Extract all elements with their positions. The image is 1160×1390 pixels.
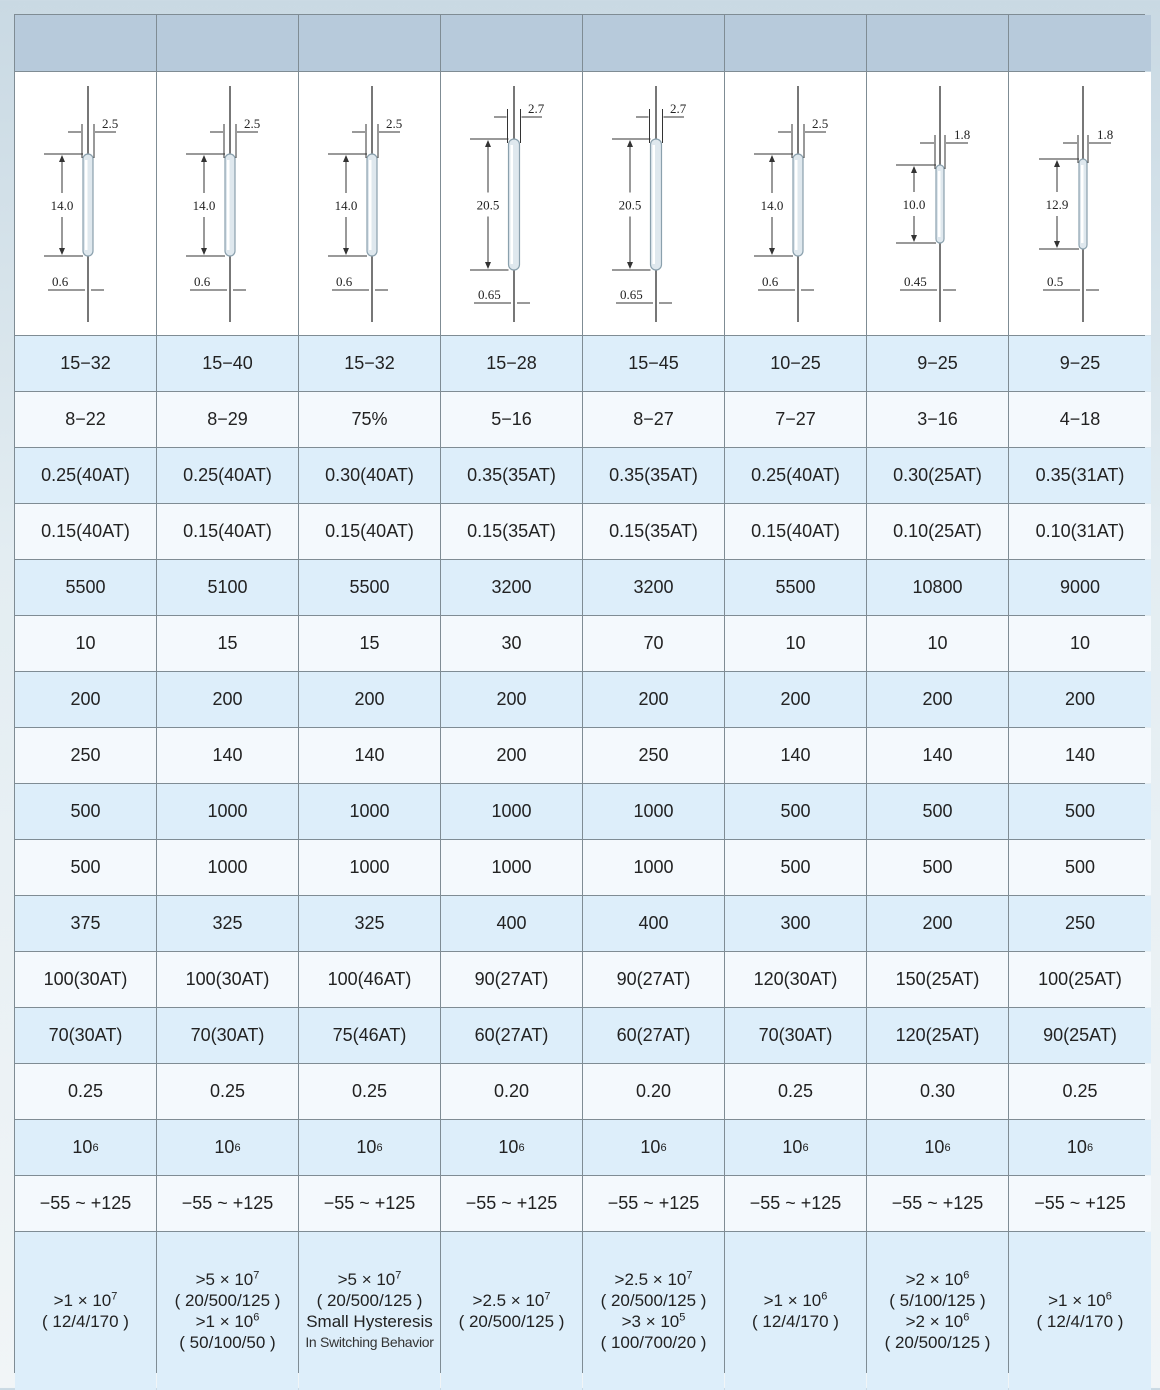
- arrowhead: [911, 166, 917, 173]
- spec-cell: 325: [157, 896, 298, 951]
- switching-line: [615, 1269, 693, 1290]
- spec-cell: 3−16: [867, 392, 1008, 447]
- reed-switch-diagram: [867, 72, 1008, 335]
- spec-cell: 150(25AT): [867, 952, 1008, 1007]
- temp-cell: −55 ~ +125: [583, 1176, 724, 1231]
- spec-cell: 100(30AT): [15, 952, 156, 1007]
- life-cell: 10 6: [583, 1120, 724, 1175]
- spec-cell: 0.15(40AT): [725, 504, 866, 559]
- spec-cell: 140: [725, 728, 866, 783]
- spec-cell: 90(27AT): [583, 952, 724, 1007]
- switching-cell: [441, 1232, 582, 1390]
- arrowhead: [485, 262, 491, 269]
- life-base: 10: [498, 1137, 519, 1157]
- switching-line: ( 100/700/20 ): [600, 1333, 707, 1352]
- spec-cell: 4−18: [1009, 392, 1151, 447]
- reed-switch-diagram: [441, 72, 582, 335]
- spec-cell: 0.35(35AT): [583, 448, 724, 503]
- spec-cell: 9−25: [1009, 336, 1151, 391]
- switching-exponent: 7: [111, 1290, 118, 1303]
- switching-line: [764, 1290, 828, 1311]
- switching-exponent: 7: [544, 1290, 551, 1303]
- spec-cell: 0.15(40AT): [15, 504, 156, 559]
- reed-switch-drawing: [157, 72, 298, 335]
- switching-cell: [157, 1232, 298, 1390]
- spec-cell: 90(25AT): [1009, 1008, 1151, 1063]
- spec-cell: 70(30AT): [15, 1008, 156, 1063]
- dim-top-label: 2.5: [812, 116, 829, 131]
- spec-cell: 10: [725, 616, 866, 671]
- switching-line: [196, 1311, 260, 1332]
- spec-cell: 1000: [583, 840, 724, 895]
- spec-cell: 300: [725, 896, 866, 951]
- spec-cell: 70(30AT): [725, 1008, 866, 1063]
- life-base: 10: [782, 1137, 803, 1157]
- spec-cell: 8−29: [157, 392, 298, 447]
- arrowhead: [627, 140, 633, 147]
- dim-length-label: 20.5: [476, 197, 500, 213]
- dim-length-label: 12.9: [1045, 197, 1069, 212]
- arrowhead: [769, 155, 775, 162]
- spec-cell: 15−45: [583, 336, 724, 391]
- switching-line: [906, 1311, 970, 1332]
- reed-switch-drawing: [1009, 72, 1151, 335]
- switching-exponent: 6: [963, 1311, 970, 1324]
- switching-cell: [867, 1232, 1008, 1390]
- spec-cell: 5500: [725, 560, 866, 615]
- spec-cell: 325: [299, 896, 440, 951]
- arrowhead: [1054, 160, 1060, 167]
- dim-top-label: 2.5: [244, 116, 261, 131]
- life-base: 10: [72, 1137, 93, 1157]
- dim-length-label: 10.0: [902, 197, 926, 212]
- switching-base: >1 × 10: [195, 1312, 254, 1331]
- header-cell: [15, 15, 156, 71]
- glass-highlight: [938, 171, 941, 237]
- life-base: 10: [356, 1137, 377, 1157]
- glass-highlight: [1081, 165, 1084, 243]
- temp-cell: −55 ~ +125: [15, 1176, 156, 1231]
- switching-base: >1 × 10: [53, 1291, 112, 1310]
- switching-base: >2 × 10: [905, 1312, 964, 1331]
- temp-cell: −55 ~ +125: [867, 1176, 1008, 1231]
- spec-cell: 0.25: [15, 1064, 156, 1119]
- switching-line: [473, 1290, 551, 1311]
- spec-cell: 0.30(25AT): [867, 448, 1008, 503]
- spec-cell: 0.30(40AT): [299, 448, 440, 503]
- spec-cell: 0.35(31AT): [1009, 448, 1151, 503]
- switching-cell: [1009, 1232, 1151, 1390]
- spec-cell: 0.25: [1009, 1064, 1151, 1119]
- spec-cell: 5100: [157, 560, 298, 615]
- spec-cell: 5500: [15, 560, 156, 615]
- spec-cell: 10: [867, 616, 1008, 671]
- arrowhead: [59, 248, 65, 255]
- arrowhead: [1054, 241, 1060, 248]
- life-base: 10: [640, 1137, 661, 1157]
- arrowhead: [911, 235, 917, 242]
- arrowhead: [59, 155, 65, 162]
- spec-cell: 1000: [157, 784, 298, 839]
- spec-cell: 140: [1009, 728, 1151, 783]
- arrowhead: [201, 248, 207, 255]
- switching-exponent: 5: [679, 1311, 686, 1324]
- spec-cell: 8−22: [15, 392, 156, 447]
- reed-switch-drawing: [725, 72, 866, 335]
- spec-cell: 1000: [441, 784, 582, 839]
- spec-cell: 5−16: [441, 392, 582, 447]
- spec-cell: 200: [867, 672, 1008, 727]
- spec-cell: 15: [299, 616, 440, 671]
- spec-cell: 30: [441, 616, 582, 671]
- switching-exponent: 7: [395, 1269, 402, 1282]
- spec-cell: 10: [1009, 616, 1151, 671]
- spec-cell: 375: [15, 896, 156, 951]
- spec-cell: 200: [441, 672, 582, 727]
- spec-cell: 200: [1009, 672, 1151, 727]
- switching-exponent: 6: [963, 1269, 970, 1282]
- header-cell: [725, 15, 866, 71]
- switching-base: >1 × 10: [763, 1291, 822, 1310]
- dim-length-label: 14.0: [760, 198, 784, 213]
- switching-line: In Switching Behavior: [305, 1334, 434, 1350]
- spec-cell: 70(30AT): [157, 1008, 298, 1063]
- spec-cell: 140: [867, 728, 1008, 783]
- spec-cell: 400: [583, 896, 724, 951]
- reed-switch-diagram: [725, 72, 866, 335]
- switching-base: >2 × 10: [905, 1270, 964, 1289]
- life-base: 10: [214, 1137, 235, 1157]
- dim-top-label: 1.8: [1097, 127, 1114, 142]
- dim-top-label: 1.8: [954, 127, 971, 142]
- glass-tube: [83, 154, 93, 256]
- spec-cell: 0.25(40AT): [15, 448, 156, 503]
- life-cell: 10 6: [299, 1120, 440, 1175]
- glass-tube: [367, 154, 377, 256]
- arrowhead: [343, 248, 349, 255]
- spec-cell: 15: [157, 616, 298, 671]
- switching-line: ( 5/100/125 ): [889, 1291, 986, 1310]
- spec-cell: 200: [441, 728, 582, 783]
- life-cell: 10 6: [725, 1120, 866, 1175]
- reed-switch-diagram: [299, 72, 440, 335]
- spec-cell: 250: [15, 728, 156, 783]
- switching-base: >2.5 × 10: [472, 1291, 545, 1310]
- spec-cell: 120(25AT): [867, 1008, 1008, 1063]
- spec-cell: 250: [583, 728, 724, 783]
- switching-cell: [583, 1232, 724, 1390]
- switching-base: >5 × 10: [195, 1270, 254, 1289]
- reed-switch-drawing: [441, 72, 582, 335]
- spec-cell: 75(46AT): [299, 1008, 440, 1063]
- switching-line: ( 12/4/170 ): [42, 1312, 129, 1331]
- switching-line: ( 50/100/50 ): [179, 1333, 276, 1352]
- spec-cell: 10800: [867, 560, 1008, 615]
- dim-lead-label: 0.65: [478, 287, 501, 302]
- reed-switch-diagram: [157, 72, 298, 335]
- spec-cell: 500: [15, 784, 156, 839]
- spec-cell: 9−25: [867, 336, 1008, 391]
- spec-cell: 0.15(40AT): [157, 504, 298, 559]
- header-cell: [157, 15, 298, 71]
- spec-cell: 0.25: [299, 1064, 440, 1119]
- glass-highlight: [227, 160, 230, 250]
- switching-exponent: 7: [686, 1269, 693, 1282]
- switching-line: [196, 1269, 260, 1290]
- spec-cell: 15−32: [299, 336, 440, 391]
- life-cell: 10 6: [15, 1120, 156, 1175]
- switching-line: ( 20/500/125 ): [458, 1312, 565, 1331]
- switching-line: ( 20/500/125 ): [174, 1291, 281, 1310]
- spec-cell: 1000: [157, 840, 298, 895]
- dim-lead-label: 0.6: [52, 274, 69, 289]
- dim-lead-label: 0.6: [336, 274, 353, 289]
- spec-cell: 100(25AT): [1009, 952, 1151, 1007]
- switching-line: [54, 1290, 118, 1311]
- switching-line: ( 12/4/170 ): [1036, 1312, 1124, 1331]
- spec-cell: 15−32: [15, 336, 156, 391]
- spec-cell: 1000: [299, 784, 440, 839]
- life-cell: 10 6: [1009, 1120, 1151, 1175]
- spec-cell: 8−27: [583, 392, 724, 447]
- spec-cell: 7−27: [725, 392, 866, 447]
- switching-cell: [299, 1232, 440, 1390]
- switching-line: [338, 1269, 402, 1290]
- spec-cell: 15−40: [157, 336, 298, 391]
- dim-length-label: 14.0: [334, 198, 358, 213]
- reed-switch-drawing: [583, 72, 724, 335]
- spec-cell: 500: [1009, 840, 1151, 895]
- dim-lead-label: 0.5: [1047, 274, 1064, 289]
- arrowhead: [485, 140, 491, 147]
- spec-cell: 70: [583, 616, 724, 671]
- spec-cell: 10−25: [725, 336, 866, 391]
- spec-cell: 120(30AT): [725, 952, 866, 1007]
- life-cell: 10 6: [441, 1120, 582, 1175]
- spec-cell: 15−28: [441, 336, 582, 391]
- switching-line: ( 20/500/125 ): [316, 1291, 423, 1310]
- dim-top-label: 2.7: [528, 101, 545, 116]
- spec-cell: 200: [725, 672, 866, 727]
- reed-switch-drawing: [299, 72, 440, 335]
- arrowhead: [769, 248, 775, 255]
- dim-lead-label: 0.65: [620, 287, 643, 302]
- spec-cell: 0.30: [867, 1064, 1008, 1119]
- switching-cell: [725, 1232, 866, 1390]
- switching-exponent: 6: [821, 1290, 828, 1303]
- glass-tube: [225, 154, 235, 256]
- switching-exponent: 6: [1105, 1290, 1112, 1303]
- spec-cell: 0.25(40AT): [725, 448, 866, 503]
- switching-exponent: 6: [253, 1311, 260, 1324]
- dim-lead-label: 0.6: [762, 274, 779, 289]
- switching-line: Small Hysteresis: [306, 1312, 433, 1331]
- reed-switch-diagram: [1009, 72, 1151, 335]
- spec-cell: 75%: [299, 392, 440, 447]
- spec-cell: 10: [15, 616, 156, 671]
- header-cell: [583, 15, 724, 71]
- spec-cell: 0.20: [583, 1064, 724, 1119]
- spec-cell: 0.25: [725, 1064, 866, 1119]
- temp-cell: −55 ~ +125: [157, 1176, 298, 1231]
- temp-cell: −55 ~ +125: [725, 1176, 866, 1231]
- glass-highlight: [795, 160, 798, 250]
- dim-top-label: 2.5: [386, 116, 403, 131]
- arrowhead: [201, 155, 207, 162]
- reed-switch-spec-table: [14, 14, 1145, 1373]
- spec-cell: 3200: [583, 560, 724, 615]
- spec-cell: 60(27AT): [441, 1008, 582, 1063]
- spec-cell: 5500: [299, 560, 440, 615]
- header-cell: [867, 15, 1008, 71]
- spec-cell: 140: [299, 728, 440, 783]
- spec-cell: 1000: [299, 840, 440, 895]
- life-base: 10: [924, 1137, 945, 1157]
- spec-cell: 200: [583, 672, 724, 727]
- spec-cell: 0.20: [441, 1064, 582, 1119]
- spec-cell: 200: [867, 896, 1008, 951]
- spec-cell: 500: [867, 784, 1008, 839]
- glass-tube: [651, 139, 662, 270]
- spec-cell: 500: [867, 840, 1008, 895]
- glass-highlight: [369, 160, 372, 250]
- spec-cell: 200: [15, 672, 156, 727]
- spec-cell: 100(30AT): [157, 952, 298, 1007]
- spec-cell: 0.15(40AT): [299, 504, 440, 559]
- spec-cell: 500: [725, 840, 866, 895]
- glass-highlight: [85, 160, 88, 250]
- spec-cell: 0.25(40AT): [157, 448, 298, 503]
- glass-tube: [793, 154, 803, 256]
- life-cell: 10 6: [867, 1120, 1008, 1175]
- reed-switch-diagram: [583, 72, 724, 335]
- life-base: 10: [1066, 1137, 1087, 1157]
- spec-cell: 0.25: [157, 1064, 298, 1119]
- header-cell: [1009, 15, 1151, 71]
- dim-lead-label: 0.6: [194, 274, 211, 289]
- spec-cell: 500: [725, 784, 866, 839]
- switching-base: >5 × 10: [337, 1270, 396, 1289]
- temp-cell: −55 ~ +125: [299, 1176, 440, 1231]
- switching-line: [622, 1311, 686, 1332]
- switching-base: >3 × 10: [621, 1312, 680, 1331]
- spec-cell: 200: [157, 672, 298, 727]
- dim-length-label: 20.5: [618, 197, 642, 213]
- dim-lead-label: 0.45: [904, 274, 927, 289]
- spec-cell: 1000: [441, 840, 582, 895]
- arrowhead: [343, 155, 349, 162]
- glass-highlight: [511, 145, 514, 264]
- glass-tube: [509, 139, 520, 270]
- dim-top-label: 2.7: [670, 101, 687, 116]
- switching-exponent: 7: [253, 1269, 260, 1282]
- spec-cell: 0.15(35AT): [441, 504, 582, 559]
- reed-switch-diagram: [15, 72, 156, 335]
- spec-cell: 0.10(31AT): [1009, 504, 1151, 559]
- reed-switch-drawing: [867, 72, 1008, 335]
- temp-cell: −55 ~ +125: [441, 1176, 582, 1231]
- spec-cell: 500: [15, 840, 156, 895]
- dim-top-label: 2.5: [102, 116, 119, 131]
- spec-cell: 9000: [1009, 560, 1151, 615]
- spec-cell: 0.10(25AT): [867, 504, 1008, 559]
- header-cell: [441, 15, 582, 71]
- switching-line: ( 20/500/125 ): [600, 1291, 707, 1310]
- spec-cell: 1000: [583, 784, 724, 839]
- arrowhead: [627, 262, 633, 269]
- switching-line: [1048, 1290, 1112, 1311]
- spec-cell: 140: [157, 728, 298, 783]
- spec-cell: 0.15(35AT): [583, 504, 724, 559]
- spec-cell: 0.35(35AT): [441, 448, 582, 503]
- spec-cell: 3200: [441, 560, 582, 615]
- spec-cell: 400: [441, 896, 582, 951]
- reed-switch-drawing: [15, 72, 156, 335]
- spec-cell: 60(27AT): [583, 1008, 724, 1063]
- dim-length-label: 14.0: [192, 198, 216, 213]
- dim-length-label: 14.0: [50, 198, 74, 213]
- switching-base: >2.5 × 10: [614, 1270, 687, 1289]
- spec-cell: 90(27AT): [441, 952, 582, 1007]
- spec-cell: 500: [1009, 784, 1151, 839]
- temp-cell: −55 ~ +125: [1009, 1176, 1151, 1231]
- switching-line: [906, 1269, 970, 1290]
- header-cell: [299, 15, 440, 71]
- spec-cell: 200: [299, 672, 440, 727]
- switching-line: ( 20/500/125 ): [884, 1333, 991, 1352]
- switching-cell: [15, 1232, 156, 1390]
- switching-base: >1 × 10: [1048, 1291, 1106, 1310]
- switching-line: ( 12/4/170 ): [752, 1312, 839, 1331]
- spec-cell: 100(46AT): [299, 952, 440, 1007]
- spec-cell: 250: [1009, 896, 1151, 951]
- life-cell: 10 6: [157, 1120, 298, 1175]
- glass-highlight: [653, 145, 656, 264]
